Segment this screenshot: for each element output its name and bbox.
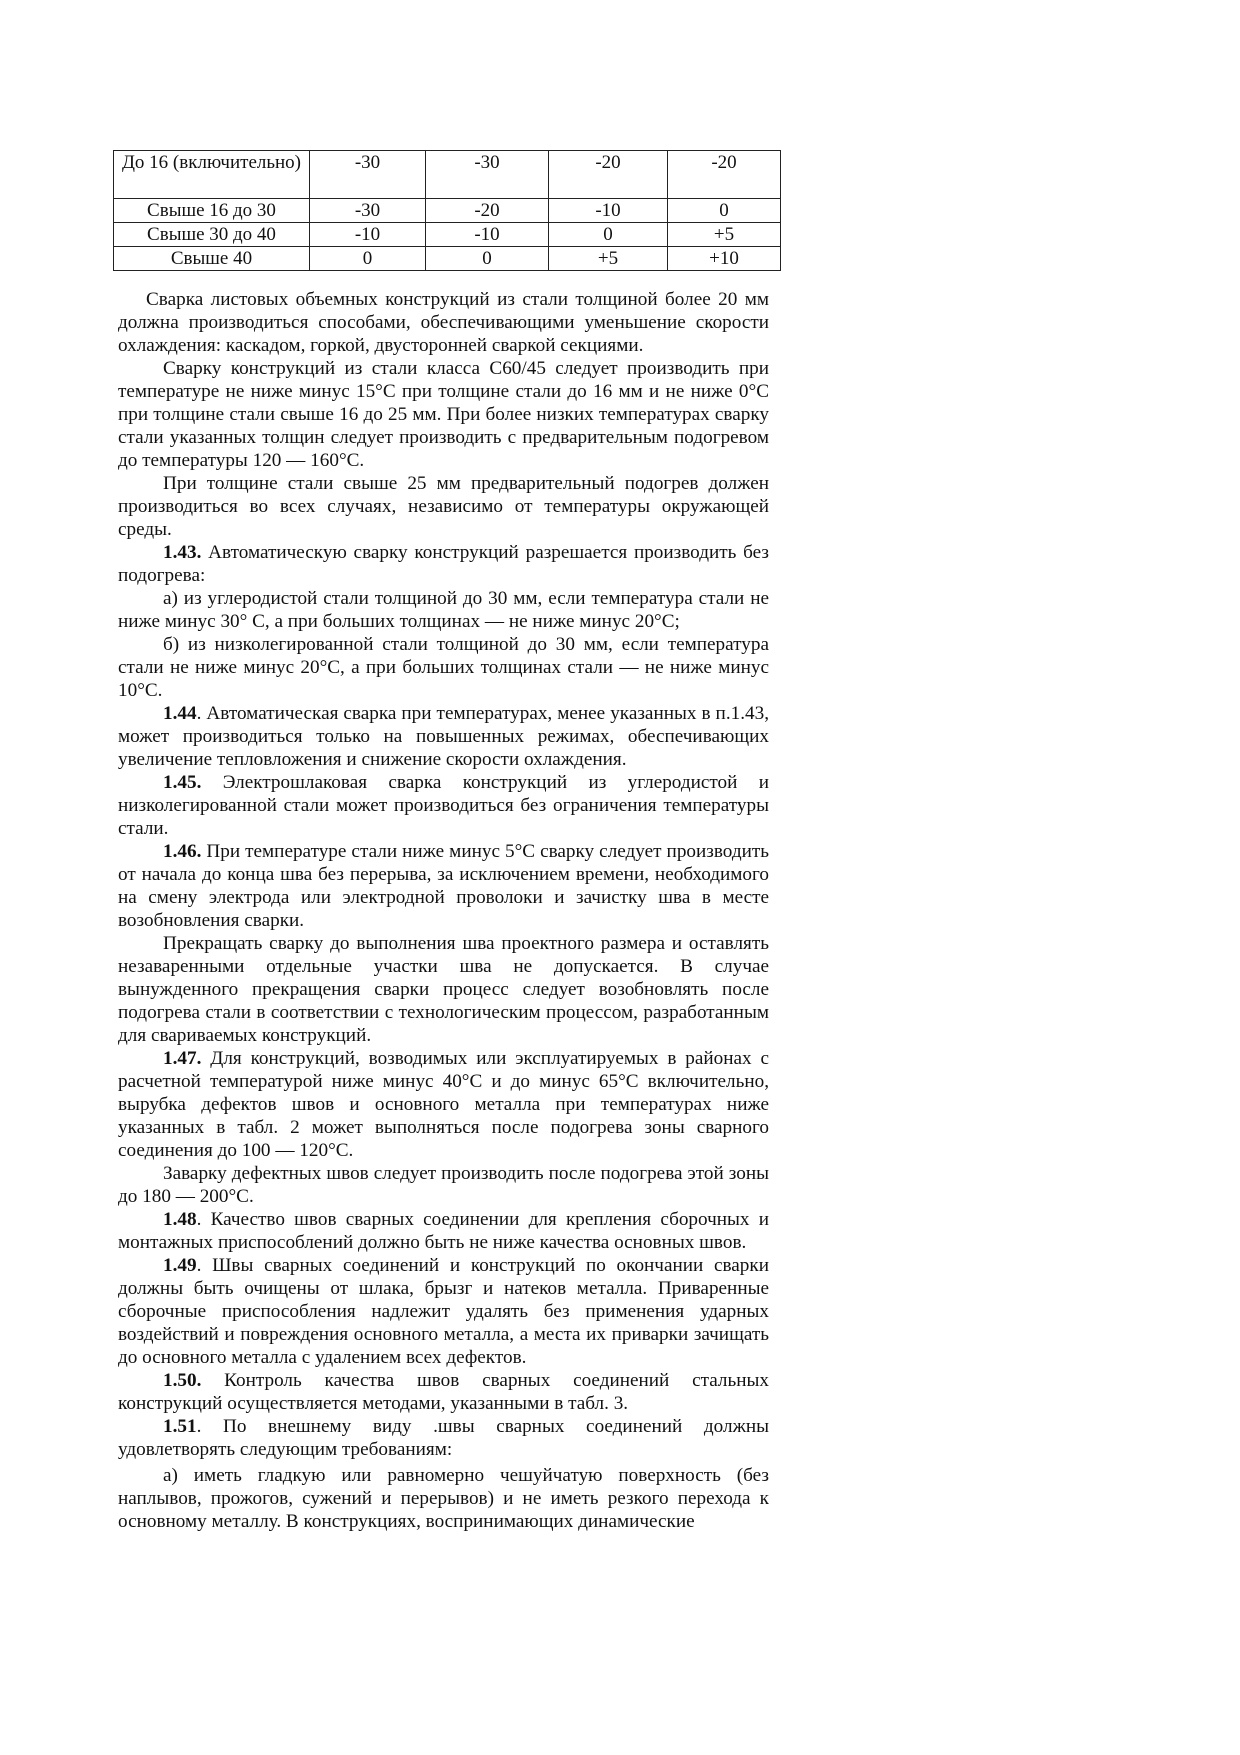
table-cell: -10	[549, 199, 668, 223]
table-cell: -30	[426, 151, 549, 199]
clause-text: Автоматическую сварку конструкций разрешается производить без подогрева:	[118, 542, 769, 586]
table-cell-label: Свыше 40	[114, 247, 310, 271]
clause-1-45	[118, 771, 769, 840]
clause-number: 1.45.	[163, 772, 202, 793]
clause-number: 1.48	[163, 1209, 197, 1230]
table-cell: -30	[310, 199, 426, 223]
clause-text: . Швы сварных соединений и конструкций по окончании сварки должны быть очищены от шлака, брызг и натеков металла. Приваренные сборочные приспособления надлежит удалять без применения ударных воздействий и повреждения основного металла, а места их приварки зачищать до основного металла с удалением всех дефектов.	[118, 1255, 769, 1368]
table-cell: +10	[668, 247, 781, 271]
clause-number: 1.51	[163, 1416, 197, 1437]
body-text	[118, 288, 769, 1533]
table-cell: +5	[549, 247, 668, 271]
clause-number: 1.47.	[163, 1048, 202, 1069]
clause-text: . Автоматическая сварка при температурах, менее указанных в п.1.43, может производиться только на повышенных режимах, обеспечивающих увеличение тепловложения и снижение скорости охлаждения.	[118, 703, 769, 770]
table-cell-label: До 16 (включительно)	[114, 151, 310, 199]
clause-number: 1.44	[163, 703, 197, 724]
table-cell: 0	[668, 199, 781, 223]
clause-number: 1.46.	[163, 841, 202, 862]
clause-1-43	[118, 541, 769, 587]
clause-1-47	[118, 1047, 769, 1162]
paragraph: Сварку конструкций из стали класса С60/45 следует производить при температуре не ниже минус 15°С при толщине стали до 16 мм и не ниже 0°С при толщине стали свыше 16 до 25 мм. При более низких температурах сварку стали указанных толщин следует производить с предварительным подогревом до температуры 120 — 160°С.	[118, 358, 769, 471]
paragraph: При толщине стали свыше 25 мм предварительный подогрев должен производиться во всех случаях, независимо от температуры окружающей среды.	[118, 473, 769, 540]
table-cell: 0	[426, 247, 549, 271]
table-cell: 0	[310, 247, 426, 271]
table-cell-label: Свыше 30 до 40	[114, 223, 310, 247]
table-cell-label: Свыше 16 до 30	[114, 199, 310, 223]
table-cell: -10	[310, 223, 426, 247]
paragraph: а) иметь гладкую или равномерно чешуйчатую поверхность (без наплывов, прожогов, сужений и перерывов) и не иметь резкого перехода к основному металлу. В конструкциях, воспринимающих динамические	[118, 1465, 769, 1532]
table-cell: 0	[549, 223, 668, 247]
clause-text: Электрошлаковая сварка конструкций из углеродистой и низколегированной стали может производиться без ограничения температуры стали.	[118, 772, 769, 839]
table-cell: -20	[668, 151, 781, 199]
clause-1-46	[118, 840, 769, 932]
clause-1-48	[118, 1208, 769, 1254]
clause-text: Контроль качества швов сварных соединений стальных конструкций осуществляется методами, указанными в табл. 3.	[118, 1370, 769, 1414]
temperature-table	[113, 150, 781, 271]
paragraph: а) из углеродистой стали толщиной до 30 мм, если температура стали не ниже минус 30° С, а при больших толщинах — не ниже минус 20°С;	[118, 588, 769, 632]
table-row	[114, 223, 781, 247]
clause-text: При температуре стали ниже минус 5°С сварку следует производить от начала до конца шва без перерыва, за исключением времени, необходимого на смену электрода или электродной проволоки и зачистку шва в месте возобновления сварки.	[118, 841, 769, 931]
clause-text: . Качество швов сварных соединении для крепления сборочных и монтажных приспособлений должно быть не ниже качества основных швов.	[118, 1209, 769, 1253]
clause-number: 1.49	[163, 1255, 197, 1276]
clause-number: 1.50.	[163, 1370, 202, 1391]
clause-1-49	[118, 1254, 769, 1369]
table-row	[114, 151, 781, 199]
clause-number: 1.43.	[163, 542, 202, 563]
clause-1-51	[118, 1415, 769, 1461]
table-cell: +5	[668, 223, 781, 247]
clause-1-44	[118, 702, 769, 771]
clause-text: Для конструкций, возводимых или эксплуатируемых в районах с расчетной температурой ниже минус 40°С и до минус 65°С включительно, вырубка дефектов швов и основного металла при температурах ниже указанных в табл. 2 может выполняться после подогрева зоны сварного соединения до 100 — 120°С.	[118, 1048, 769, 1161]
table-cell: -10	[426, 223, 549, 247]
table-cell: -20	[426, 199, 549, 223]
table-row	[114, 199, 781, 223]
paragraph: б) из низколегированной стали толщиной до 30 мм, если температура стали не ниже минус 20°С, а при больших толщинах стали — не ниже минус 10°С.	[118, 634, 769, 701]
table-cell: -20	[549, 151, 668, 199]
clause-text: . По внешнему виду .швы сварных соединений должны удовлетворять следующим требованиям:	[118, 1416, 769, 1460]
table-cell: -30	[310, 151, 426, 199]
paragraph: Прекращать сварку до выполнения шва проектного размера и оставлять незаваренными отдельные участки шва не допускается. В случае вынужденного прекращения сварки процесс следует возобновлять после подогрева стали в соответствии с технологическим процессом, разработанным для свариваемых конструкций.	[118, 933, 769, 1046]
clause-1-50	[118, 1369, 769, 1415]
paragraph: Заварку дефектных швов следует производить после подогрева этой зоны до 180 — 200°С.	[118, 1163, 769, 1207]
table-row	[114, 247, 781, 271]
paragraph: Сварка листовых объемных конструкций из стали толщиной более 20 мм должна производиться способами, обеспечивающими уменьшение скорости охлаждения: каскадом, горкой, двусторонней сваркой секциями.	[118, 289, 769, 356]
